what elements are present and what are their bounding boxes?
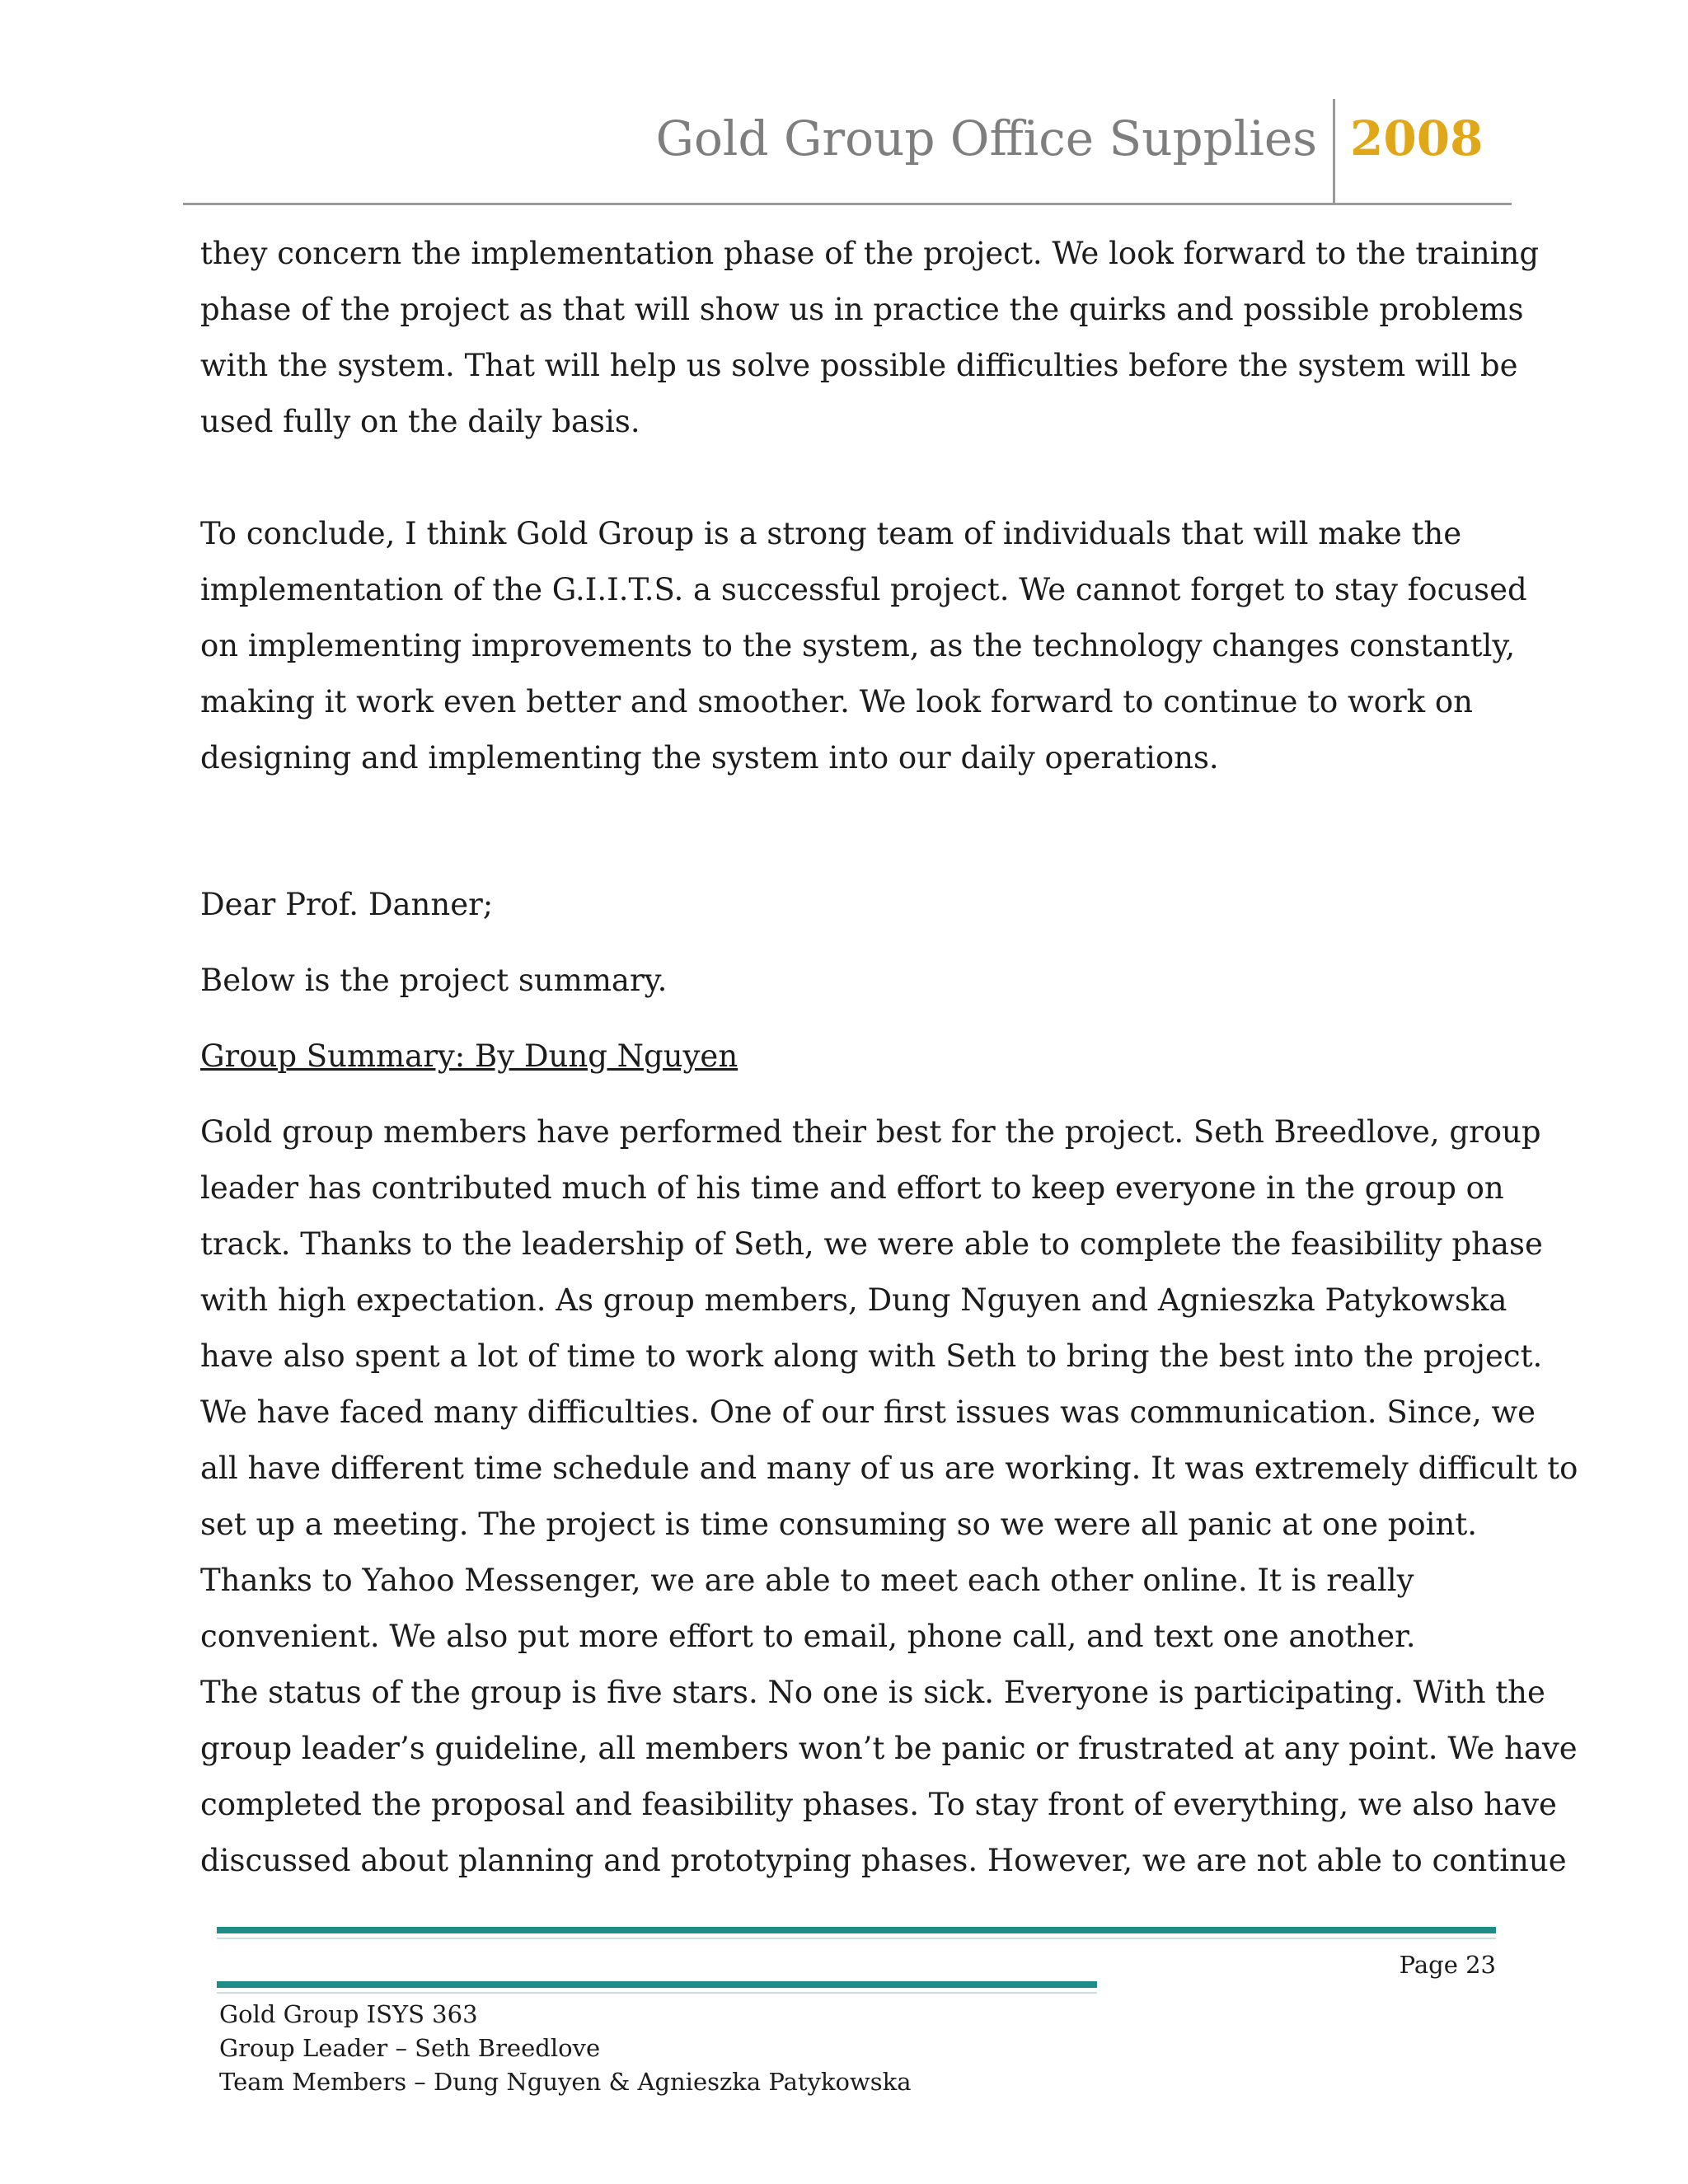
document-body xyxy=(200,226,1578,1889)
text-line: discussed about planning and prototyping phases. However, we are not able to continue xyxy=(200,1843,1567,1878)
text-line: they concern the implementation phase of the project. We look forward to the training xyxy=(200,236,1540,271)
paragraph-conclusion xyxy=(200,506,1527,786)
text-line: leader has contributed much of his time and effort to keep everyone in the group on xyxy=(200,1170,1504,1206)
text-line: with high expectation. As group members, Dung Nguyen and Agnieszka Patykowska xyxy=(200,1282,1507,1318)
text-line: completed the proposal and feasibility phases. To stay front of everything, we also have xyxy=(200,1787,1557,1822)
text-line: We have faced many difficulties. One of our first issues was communication. Since, we xyxy=(200,1394,1536,1430)
footer-rule-bottom-thin xyxy=(217,1992,1097,1994)
paragraph-implementation xyxy=(200,226,1540,450)
footer-course: Gold Group ISYS 363 xyxy=(219,2000,478,2028)
text-line: Thanks to Yahoo Messenger, we are able to meet each other online. It is really xyxy=(200,1563,1414,1598)
header-separator xyxy=(1333,99,1335,203)
text-line: track. Thanks to the leadership of Seth, we were able to complete the feasibility phase xyxy=(200,1226,1543,1262)
text-line: phase of the project as that will show us in practice the quirks and possible problems xyxy=(200,292,1524,327)
text-line: set up a meeting. The project is time consuming so we were all panic at one point. xyxy=(200,1507,1477,1542)
text-line: on implementing improvements to the system, as the technology changes constantly, xyxy=(200,628,1516,663)
paragraph-group-summary xyxy=(200,1104,1578,1889)
header-rule xyxy=(183,203,1512,205)
page-number: Page 23 xyxy=(1399,1951,1496,1979)
text-line: designing and implementing the system into our daily operations. xyxy=(200,740,1219,776)
text-line: all have different time schedule and many of us are working. It was extremely difficult to xyxy=(200,1451,1578,1486)
text-line: Gold group members have performed their best for the project. Seth Breedlove, group xyxy=(200,1114,1541,1150)
footer-info xyxy=(219,1998,912,2099)
text-line: To conclude, I think Gold Group is a strong team of individuals that will make the xyxy=(200,516,1462,551)
footer-leader: Group Leader – Seth Breedlove xyxy=(219,2034,601,2062)
salutation: Dear Prof. Danner; xyxy=(200,887,494,922)
footer-rule-top xyxy=(217,1927,1496,1933)
text-line: used fully on the daily basis. xyxy=(200,404,640,439)
text-line: group leader’s guideline, all members won’t be panic or frustrated at any point. We have xyxy=(200,1731,1578,1766)
header-year: 2008 xyxy=(1350,110,1484,166)
footer-members: Team Members – Dung Nguyen & Agnieszka Patykowska xyxy=(219,2068,912,2096)
text-line: convenient. We also put more effort to email, phone call, and text one another. xyxy=(200,1619,1416,1654)
summary-intro: Below is the project summary. xyxy=(200,963,668,998)
section-heading: Group Summary: By Dung Nguyen xyxy=(200,1038,738,1074)
header-title: Gold Group Office Supplies xyxy=(655,110,1317,166)
text-line: The status of the group is five stars. No one is sick. Everyone is participating. With the xyxy=(200,1675,1545,1710)
text-line: implementation of the G.I.I.T.S. a successful project. We cannot forget to stay focused xyxy=(200,572,1527,607)
footer-rule-bottom xyxy=(217,1981,1097,1988)
text-line: have also spent a lot of time to work along with Seth to bring the best into the project. xyxy=(200,1338,1543,1374)
text-line: making it work even better and smoother. We look forward to continue to work on xyxy=(200,684,1473,719)
text-line: with the system. That will help us solve possible difficulties before the system will be xyxy=(200,348,1518,383)
footer-rule-top-thin xyxy=(217,1938,1496,1939)
